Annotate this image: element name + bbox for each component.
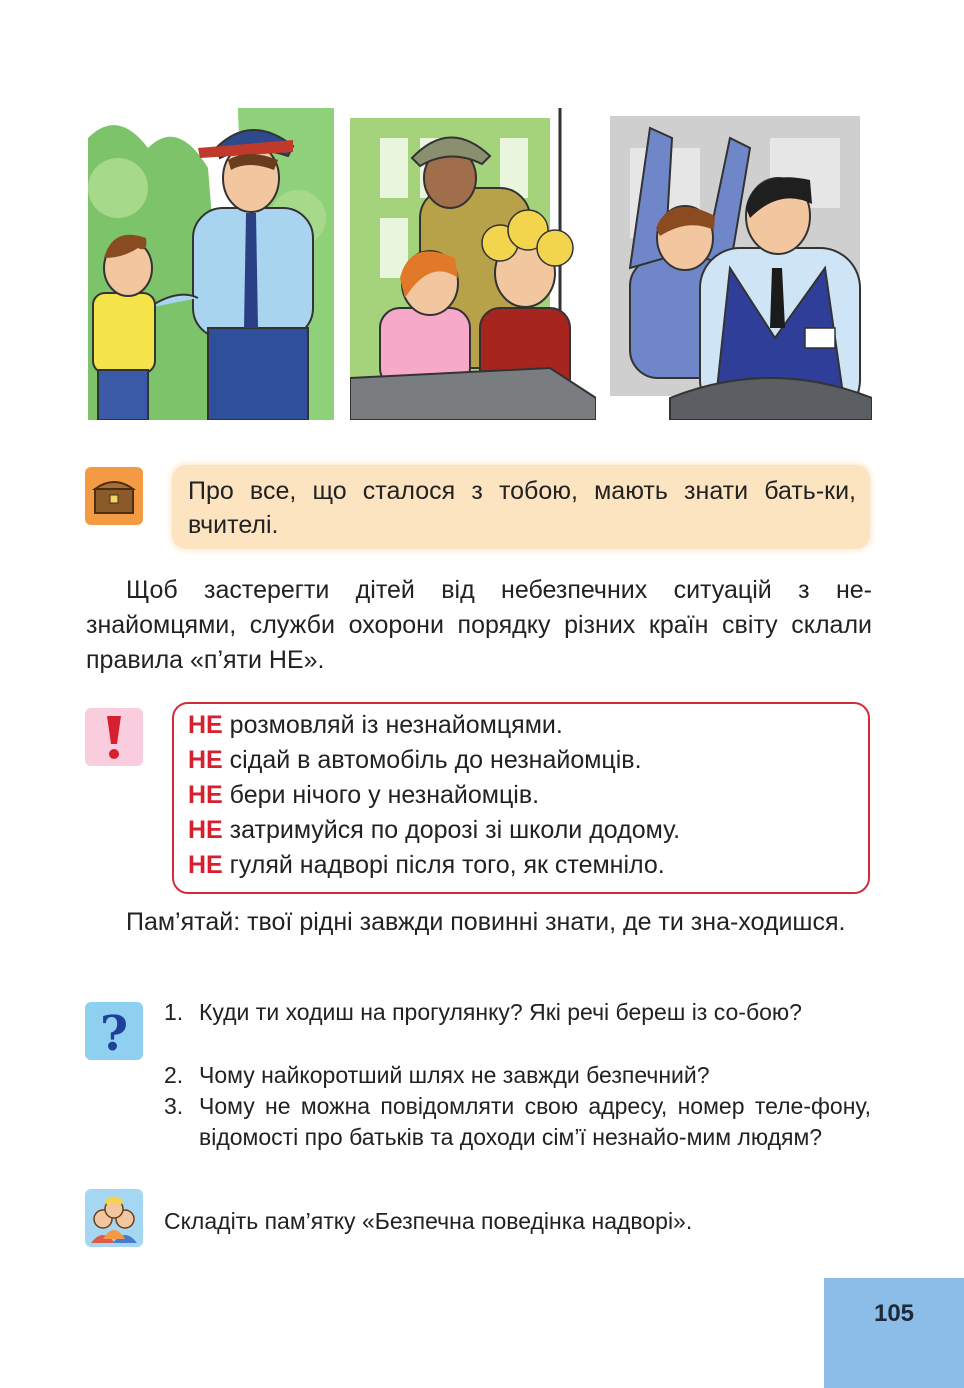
rule-prefix: НЕ <box>188 711 223 739</box>
rule-item <box>188 743 642 777</box>
question-text: Чому не можна повідомляти свою адресу, номер теле-фону, відомості про батьків та доходи сім’ї незнайо-мим людям? <box>199 1093 871 1150</box>
intro-paragraph <box>86 573 872 678</box>
rule-prefix: НЕ <box>188 851 223 879</box>
question-number: 2. <box>164 1062 184 1088</box>
rule-text: розмовляй із незнайомцями. <box>222 711 563 739</box>
question-number: 1. <box>164 999 184 1025</box>
question-text: Чому найкоротший шлях не завжди безпечний? <box>199 1062 710 1088</box>
rule-text: гуляй надворі після того, як стемніло. <box>222 851 665 879</box>
rule-prefix: НЕ <box>188 746 223 774</box>
rule-item <box>188 813 680 847</box>
treasure-chest-icon <box>85 467 143 525</box>
task-text: Складіть пам’ятку «Безпечна поведінка надворі». <box>164 1208 693 1234</box>
boy-on-bus-with-driver-illustration <box>610 108 872 420</box>
svg-text:?: ? <box>99 1006 129 1060</box>
question-number: 3. <box>164 1093 184 1119</box>
rule-item <box>188 778 539 812</box>
intro-paragraph-text: Щоб застерегти дітей від небезпечних ситуацій з не-знайомцями, служби охорони порядку різних країн світу склали правила «п’яти НЕ». <box>86 576 872 674</box>
rule-text: бери нічого у незнайомців. <box>222 781 540 809</box>
question-text: Куди ти ходиш на прогулянку? Які речі береш із со-бою? <box>199 999 802 1025</box>
page-number: 105 <box>873 1300 915 1327</box>
question-mark-icon <box>85 1002 143 1060</box>
note-text: Про все, що сталося з тобою, мають знати бать-ки, вчителі. <box>188 477 856 539</box>
rule-prefix: НЕ <box>188 816 223 844</box>
rule-item <box>188 848 665 882</box>
remember-paragraph-text: Пам’ятай: твої рідні завжди повинні знати, де ти зна-ходишся. <box>126 908 846 936</box>
group-work-icon <box>85 1189 143 1247</box>
exclamation-icon <box>85 708 143 766</box>
police-officer-with-boy-illustration <box>88 108 334 420</box>
rule-text: затримуйся по дорозі зі школи додому. <box>222 816 681 844</box>
rule-prefix: НЕ <box>188 781 223 809</box>
rule-text: сідай в автомобіль до незнайомців. <box>222 746 642 774</box>
page-number-tab <box>824 1278 964 1388</box>
rule-item <box>188 708 563 742</box>
stranger-approaching-children-illustration <box>350 108 596 420</box>
remember-paragraph <box>86 905 872 940</box>
